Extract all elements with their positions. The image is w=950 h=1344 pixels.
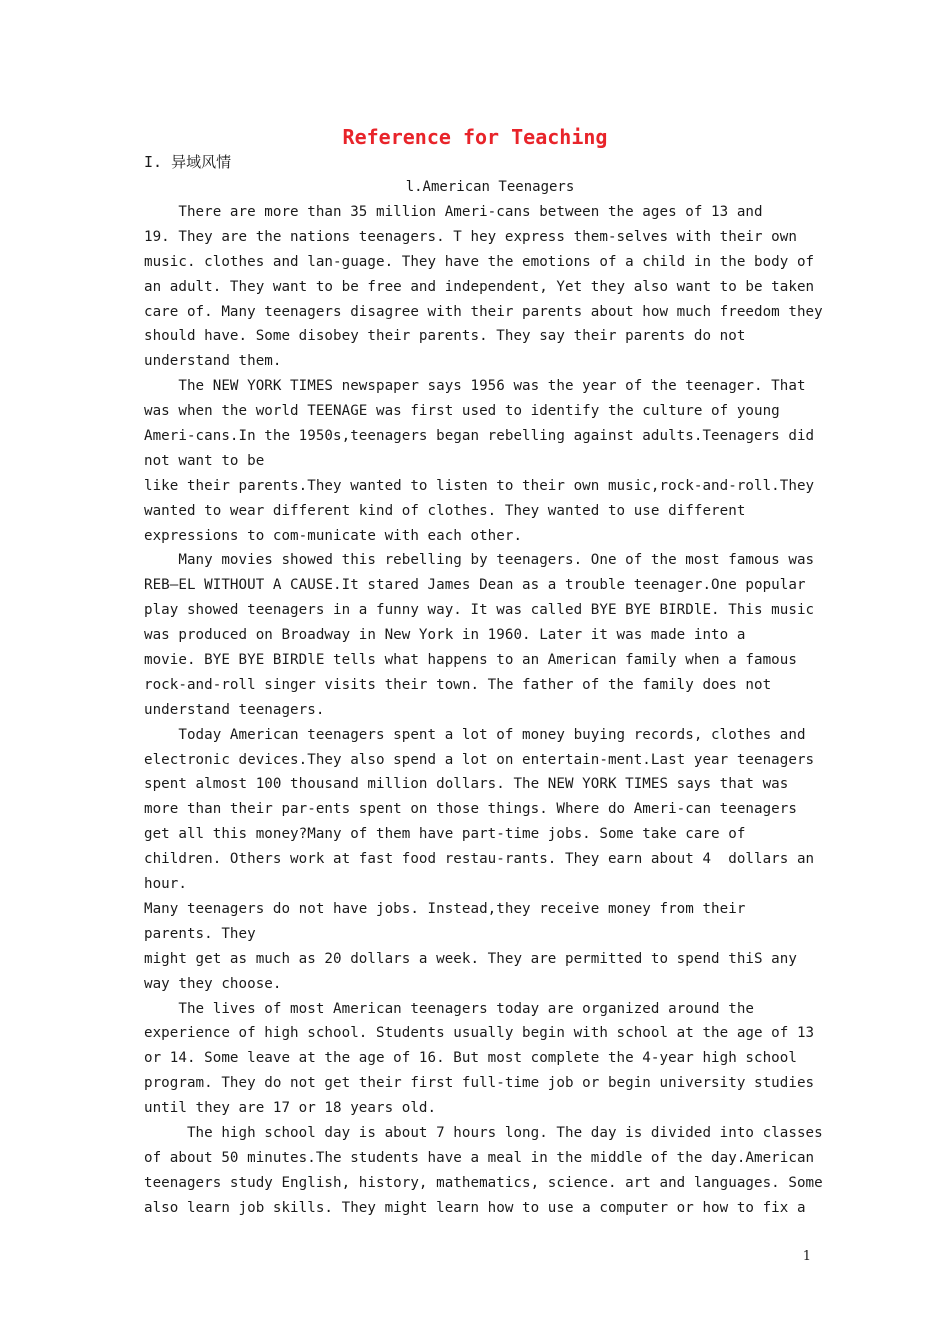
body-line: rock-and-roll singer visits their town. The father of the family does not — [144, 676, 772, 693]
body-line: Ameri-cans.In the 1950s,teenagers began rebelling against adults.Teenagers did — [144, 428, 815, 445]
body-line: wanted to wear different kind of clothes. They wanted to use different — [144, 502, 746, 519]
body-line: The lives of most American teenagers today are organized around the — [144, 1000, 755, 1017]
body-line: of about 50 minutes.The students have a meal in the middle of the day.American — [144, 1149, 815, 1166]
body-line: an adult. They want to be free and independent, Yet they also want to be taken — [144, 278, 815, 295]
body-line: The NEW YORK TIMES newspaper says 1956 was the year of the teenager. That — [144, 378, 806, 395]
article-body — [144, 200, 823, 1221]
body-line: Many teenagers do not have jobs. Instead,they receive money from their — [144, 900, 746, 917]
page-number: 1 — [802, 1249, 811, 1264]
body-line: electronic devices.They also spend a lot on entertain-ment.Last year teenagers — [144, 751, 815, 768]
body-line: play showed teenagers in a funny way. It was called BYE BYE BIRDlE. This music — [144, 602, 815, 619]
body-line: should have. Some disobey their parents. They say their parents do not — [144, 328, 746, 345]
body-line: Many movies showed this rebelling by teenagers. One of the most famous was — [144, 552, 815, 569]
body-line: program. They do not get their first full-time job or begin university studies — [144, 1075, 815, 1092]
body-line: There are more than 35 million Ameri-cans between the ages of 13 and — [144, 204, 763, 220]
body-line: 19. They are the nations teenagers. T hey express them-selves with their own — [144, 228, 797, 245]
body-line: The high school day is about 7 hours long. The day is divided into classes — [144, 1124, 823, 1141]
body-line: parents. They — [144, 925, 256, 942]
body-line: until they are 17 or 18 years old. — [144, 1100, 437, 1117]
body-line: children. Others work at fast food restau-rants. They earn about 4 dollars an — [144, 851, 815, 868]
body-line: more than their par-ents spent on those things. Where do Ameri-can teenagers — [144, 801, 797, 818]
article-subheading: l.American Teenagers — [405, 179, 575, 195]
body-line: expressions to com-municate with each other. — [144, 527, 523, 544]
body-line: also learn job skills. They might learn how to use a computer or how to fix a — [144, 1199, 806, 1216]
body-line: movie. BYE BYE BIRDlE tells what happens to an American family when a famous — [144, 652, 797, 669]
body-line: understand them. — [144, 353, 282, 370]
body-line: like their parents.They wanted to listen to their own music,rock-and-roll.They — [144, 477, 815, 494]
body-line: hour. — [144, 876, 187, 893]
body-line: music. clothes and lan-guage. They have the emotions of a child in the body of — [144, 253, 815, 270]
document-title: Reference for Teaching — [342, 125, 608, 149]
body-line: was when the world TEENAGE was first used to identify the culture of young — [144, 403, 780, 420]
body-line: get all this money?Many of them have part-time jobs. Some take care of — [144, 826, 746, 843]
body-line: was produced on Broadway in New York in 1960. Later it was made into a — [144, 627, 746, 644]
body-line: understand teenagers. — [144, 701, 325, 718]
body-line: way they choose. — [144, 975, 282, 992]
body-line: or 14. Some leave at the age of 16. But most complete the 4-year high school — [144, 1050, 797, 1067]
body-line: care of. Many teenagers disagree with their parents about how much freedom they — [144, 303, 823, 320]
body-line: Today American teenagers spent a lot of money buying records, clothes and — [144, 726, 806, 743]
section-heading: I. 异域风情 — [144, 153, 232, 171]
body-line: teenagers study English, history, mathematics, science. art and languages. Some — [144, 1174, 823, 1191]
body-line: might get as much as 20 dollars a week. They are permitted to spend thiS any — [144, 950, 797, 967]
body-line: not want to be — [144, 452, 265, 469]
body-line: experience of high school. Students usually begin with school at the age of 13 — [144, 1025, 815, 1042]
body-line: spent almost 100 thousand million dollars. The NEW YORK TIMES says that was — [144, 776, 789, 793]
body-line: REB—EL WITHOUT A CAUSE.It stared James Dean as a trouble teenager.One popular — [144, 577, 806, 594]
